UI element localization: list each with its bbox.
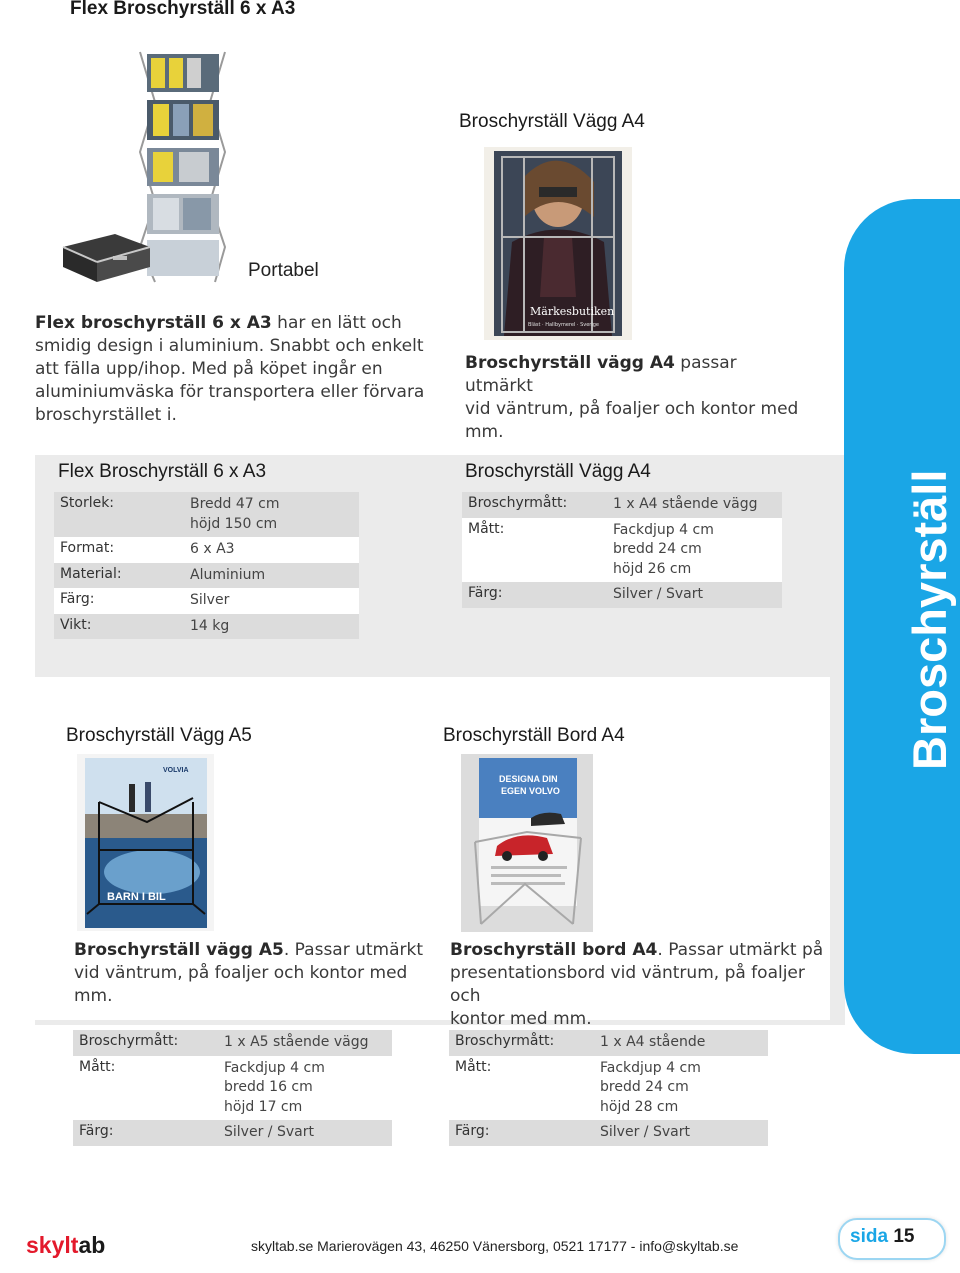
spec-value: höjd 17 cm — [224, 1098, 303, 1115]
a4-table-desc-line: kontor med mm. — [450, 1009, 592, 1029]
spec-row — [449, 1120, 768, 1146]
spec-row — [449, 1056, 768, 1121]
spec-row — [73, 1120, 392, 1146]
a5-wall-description — [74, 939, 424, 1008]
flex-desc-rest: har en lätt och — [271, 313, 402, 333]
a4-table-spec-table — [449, 1030, 768, 1146]
a4-wall-image — [484, 147, 632, 340]
flex-description — [35, 312, 435, 427]
a5-wall-desc-line: vid väntrum, på foaljer och kontor med — [74, 963, 408, 983]
spec-value: Fackdjup 4 cm — [613, 521, 714, 538]
a4-wall-desc-line: mm. — [465, 422, 504, 442]
spec-value: Silver / Svart — [224, 1124, 314, 1140]
a4-wall-desc-line: vid väntrum, på foaljer och kontor med — [465, 399, 799, 419]
spec-label: Material: — [60, 565, 122, 582]
footer-address: skyltab.se Marierovägen 43, 46250 Vänersborg, 0521 17177 - info@skyltab.se — [251, 1238, 739, 1254]
flex-stand-image — [55, 42, 255, 292]
spec-row — [54, 537, 359, 563]
portable-label: Portabel — [248, 260, 319, 281]
flex-desc-line: aluminiumväska för transportera eller förvara — [35, 382, 425, 402]
a5-wall-desc-bold: Broschyrställ vägg A5 — [74, 940, 284, 960]
a4-table-image-headline: EGEN VOLVO — [501, 786, 560, 796]
a4-table-desc-rest: . Passar utmärkt på — [657, 940, 824, 960]
spec-label: Storlek: — [60, 495, 115, 511]
flex-desc-line: broschyrstället i. — [35, 405, 177, 425]
spec-label: Färg: — [79, 1123, 114, 1139]
a5-wall-image-caption: BARN I BIL — [107, 891, 166, 903]
spec-label: Färg: — [455, 1123, 490, 1139]
a5-wall-image — [77, 754, 214, 931]
side-tab-label: Broschyrställ — [903, 469, 956, 770]
page-number-value: 15 — [893, 1226, 915, 1247]
spec-row — [462, 492, 782, 518]
spec-label: Mått: — [455, 1058, 492, 1075]
spec-row — [54, 563, 359, 589]
spec-row — [462, 518, 782, 583]
spec-value: 6 x A3 — [190, 541, 235, 557]
a4-table-image-headline: DESIGNA DIN — [499, 774, 558, 784]
spec-value: Silver — [190, 592, 230, 608]
flex-desc-line: smidig design i aluminium. Snabbt och enkelt — [35, 336, 424, 356]
spec-label: Broschyrmått: — [79, 1033, 179, 1049]
a4-wall-image-sub: Bläst · Hallbymerel · Sverige — [528, 322, 599, 328]
spec-value: 1 x A5 stående vägg — [224, 1034, 369, 1050]
logo-part2: ab — [78, 1232, 106, 1258]
spec-label: Format: — [60, 540, 115, 556]
spec-value: höjd 26 cm — [613, 560, 692, 577]
a4-table-desc-bold: Broschyrställ bord A4 — [450, 940, 658, 960]
a4-wall-description — [465, 352, 805, 444]
a4-table-desc-line: presentationsbord vid väntrum, på foaljer och — [450, 963, 805, 1006]
spec-row — [73, 1030, 392, 1056]
a4-table-description — [450, 939, 830, 1031]
spec-value: Silver / Svart — [613, 586, 703, 602]
spec-label: Broschyrmått: — [468, 495, 568, 511]
a4-table-title: Broschyrställ Bord A4 — [443, 725, 625, 746]
spec-label: Broschyrmått: — [455, 1033, 555, 1049]
spec-row — [462, 582, 782, 608]
spec-value: Aluminium — [190, 566, 266, 583]
footer-logo — [26, 1232, 105, 1259]
spec-value: 1 x A4 stående vägg — [613, 496, 758, 512]
spec-value: 1 x A4 stående — [600, 1034, 706, 1050]
a4-wall-title: Broschyrställ Vägg A4 — [459, 111, 645, 132]
a4-table-image — [461, 754, 593, 932]
logo-part1: skylt — [26, 1232, 79, 1258]
a4-wall-desc-bold: Broschyrställ vägg A4 — [465, 353, 675, 373]
spec-value: höjd 150 cm — [190, 515, 278, 532]
a4-wall-desc-rest: passar utmärkt — [465, 353, 737, 396]
spec-row — [449, 1030, 768, 1056]
spec-label: Mått: — [79, 1058, 116, 1075]
spec-value: höjd 28 cm — [600, 1098, 679, 1115]
spec-value: bredd 16 cm — [224, 1079, 313, 1095]
spec-value: bredd 24 cm — [613, 541, 702, 557]
a5-wall-desc-rest: . Passar utmärkt — [283, 940, 424, 960]
a5-wall-title: Broschyrställ Vägg A5 — [66, 725, 252, 746]
a5-wall-spec-table — [73, 1030, 392, 1146]
spec-row — [54, 492, 359, 537]
flex-spec-title: Flex Broschyrställ 6 x A3 — [58, 461, 267, 482]
spec-label: Färg: — [60, 591, 95, 607]
a4-wall-spec-title: Broschyrställ Vägg A4 — [465, 461, 651, 482]
spec-label: Vikt: — [60, 616, 92, 633]
spec-row — [73, 1056, 392, 1121]
page-word: sida — [850, 1226, 889, 1247]
flex-desc-bold: Flex broschyrställ 6 x A3 — [35, 313, 272, 333]
a4-wall-image-brand: Märkesbutiken — [530, 305, 615, 318]
page-number — [850, 1226, 914, 1248]
spec-label: Mått: — [468, 520, 505, 537]
flex-spec-table — [54, 492, 359, 639]
spec-label: Färg: — [468, 585, 503, 601]
spec-value: Fackdjup 4 cm — [600, 1059, 701, 1076]
flex-desc-line: att fälla upp/ihop. Med på köpet ingår en — [35, 359, 383, 379]
a5-wall-image-brand: VOLVIA — [163, 767, 189, 774]
a4-wall-spec-table — [462, 492, 782, 608]
spec-value: Silver / Svart — [600, 1124, 690, 1140]
spec-row — [54, 588, 359, 614]
spec-value: bredd 24 cm — [600, 1079, 689, 1095]
spec-value: 14 kg — [190, 617, 230, 634]
spec-row — [54, 614, 359, 640]
spec-value: Bredd 47 cm — [190, 496, 280, 512]
a5-wall-desc-line: mm. — [74, 986, 113, 1006]
spec-value: Fackdjup 4 cm — [224, 1059, 325, 1076]
page-title: Flex Broschyrställ 6 x A3 — [70, 0, 296, 19]
